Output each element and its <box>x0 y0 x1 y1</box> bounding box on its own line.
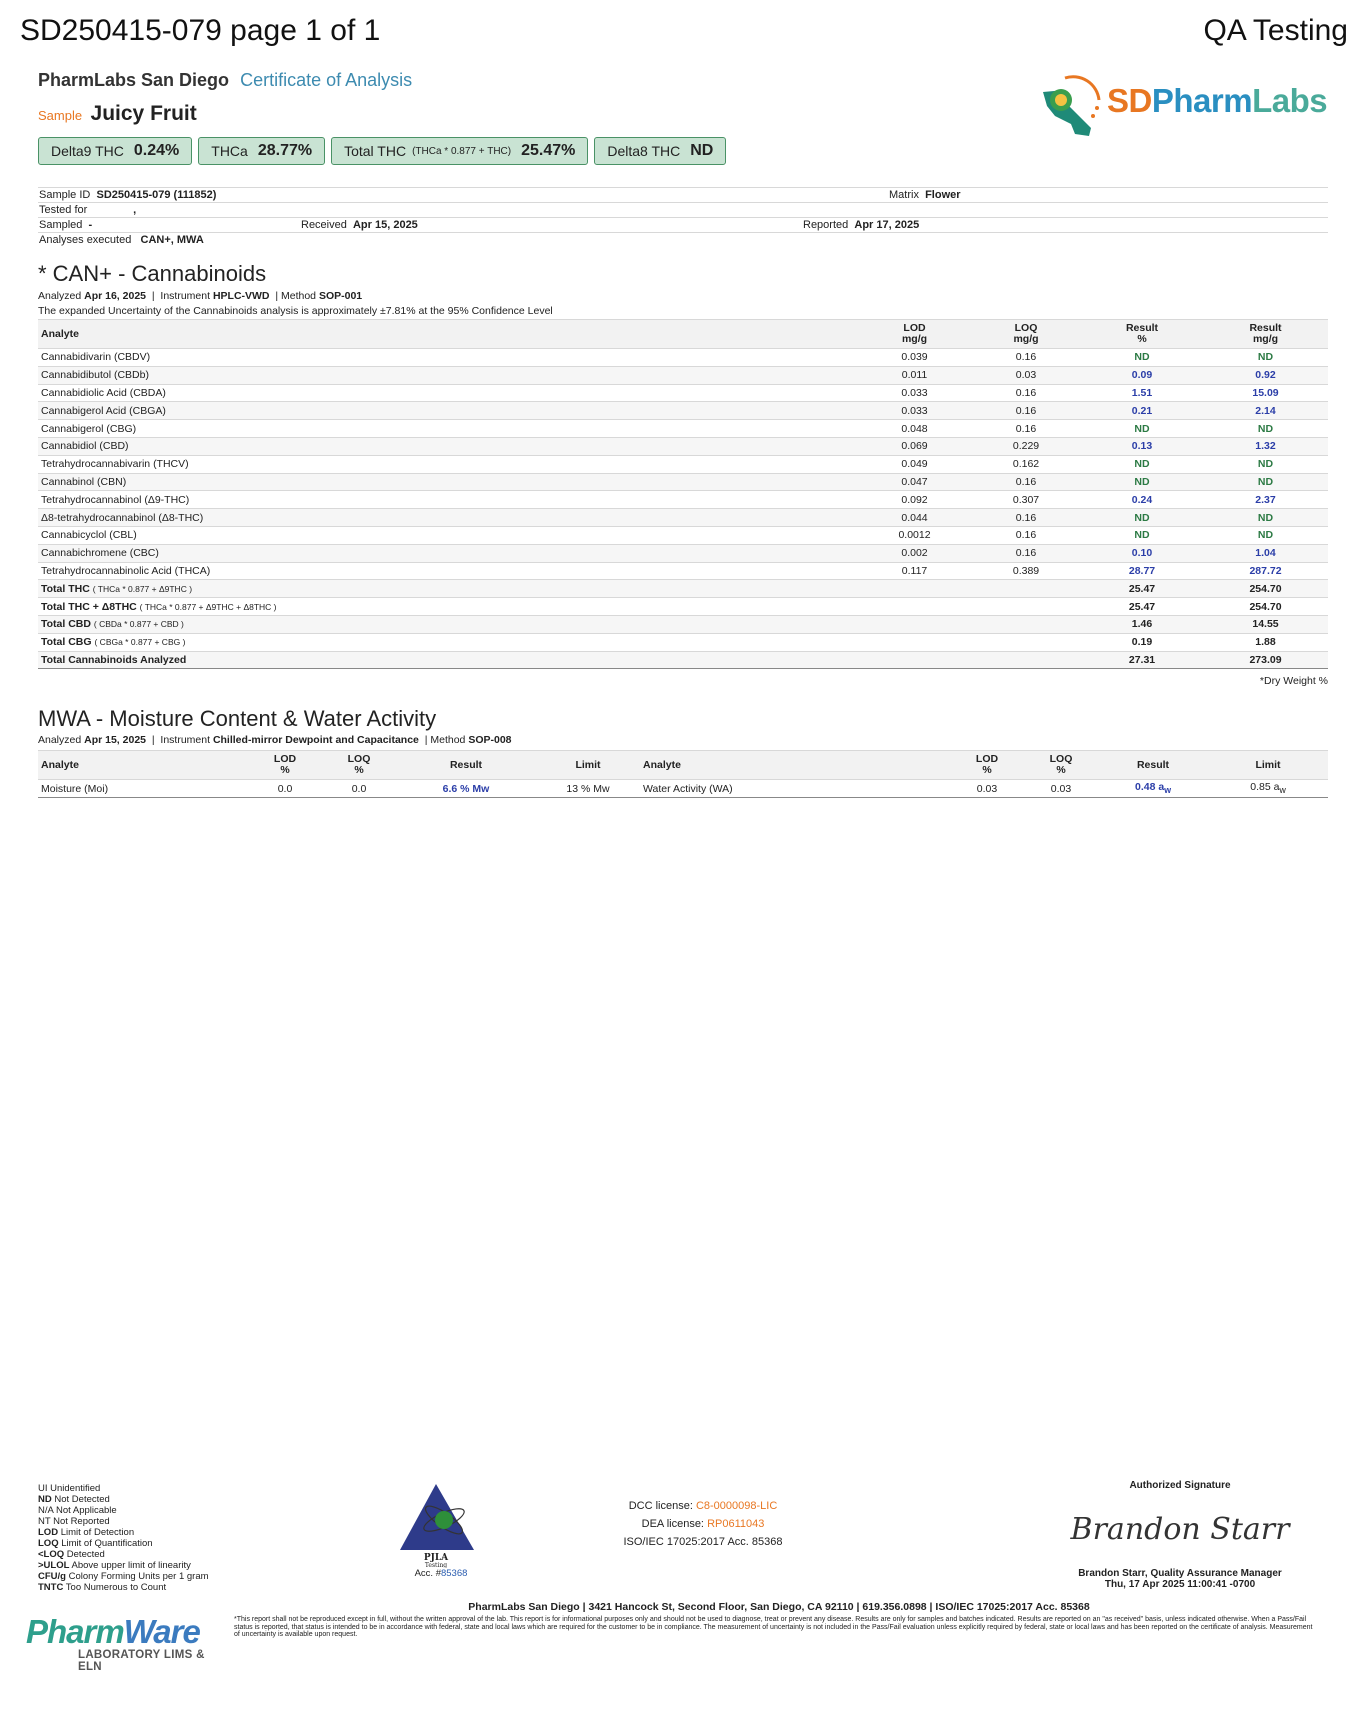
col-loq: LOQ mg/g <box>971 320 1081 349</box>
table-row: Moisture (Moi) 0.0 0.0 6.6 % Mw 13 % Mw Water Activity (WA) 0.03 0.03 0.48 $a_w$ 0.85 $a_w$ <box>38 780 1328 798</box>
total-row: Total CBG ( CBGa * 0.877 + CBG ) 0.19 1.88 <box>38 633 1328 651</box>
water-activity-result: 0.48 $a_w$ <box>1098 780 1208 798</box>
table-row: Cannabidibutol (CBDb) 0.011 0.03 0.09 0.92 <box>38 366 1328 384</box>
california-map-icon <box>1035 70 1107 142</box>
signature-date: Thu, 17 Apr 2025 11:00:41 -0700 <box>1104 1579 1256 1590</box>
svg-text:PJLA: PJLA <box>423 1553 449 1563</box>
report-page-label: SD250415-079 page 1 of 1 <box>20 14 381 47</box>
document-type: Certificate of Analysis <box>240 70 413 90</box>
reported-date: Apr 17, 2025 <box>854 219 920 231</box>
legend-item: ND Not Detected <box>38 1494 110 1505</box>
total-row: Total Cannabinoids Analyzed 27.31 273.09 <box>38 651 1328 669</box>
dcc-license: C8-0000098-LIC <box>695 1500 778 1512</box>
table-row: Tetrahydrocannabinolic Acid (THCA) 0.117 0.389 28.77 287.72 <box>38 562 1328 580</box>
sample-name: Juicy Fruit <box>90 102 197 125</box>
moisture-result: 6.6 % Mw <box>396 780 536 798</box>
mwa-header: Analyte LOD % LOQ % Result Limit Analyte LOD % LOQ % Result Limit <box>38 751 1328 780</box>
table-row: Cannabigerol Acid (CBGA) 0.033 0.16 0.21 2.14 <box>38 402 1328 420</box>
table-row: Δ8-tetrahydrocannabinol (Δ8-THC) 0.044 0.16 ND ND <box>38 509 1328 527</box>
legend-item: >ULOL Above upper limit of linearity <box>38 1560 191 1571</box>
table-row: Cannabinol (CBN) 0.047 0.16 ND ND <box>38 473 1328 491</box>
brand-line <box>38 70 412 91</box>
col-result-pct: Result % <box>1081 320 1203 349</box>
legend-item: LOQ Limit of Quantification <box>38 1538 153 1549</box>
badge-delta8-thc: Delta8 THC ND <box>594 137 726 165</box>
pharmware-logo: PharmWare LABORATORY LIMS & ELN <box>26 1613 205 1673</box>
table-row: Cannabidiolic Acid (CBDA) 0.033 0.16 1.51 15.09 <box>38 384 1328 402</box>
tested-for: , <box>133 204 137 216</box>
legend-item: LOD Limit of Detection <box>38 1527 135 1538</box>
lab-address: PharmLabs San Diego | 3421 Hancock St, Second Floor, San Diego, CA 92110 | 619.356.0898 | ISO/IEC 17025:2017 Acc. 85368 <box>468 1601 1090 1613</box>
authorized-signature: Authorized Signature Brandon Starr Brandon Starr, Quality Assurance Manager Thu, 17 Apr 2025 11:00:41 -0700 <box>1040 1480 1320 1590</box>
abbreviation-legend <box>38 1483 209 1593</box>
sample-info: Sample ID SD250415-079 (111852) Matrix Flower Tested for , Sampled - Received Apr 15, 2025 Reported Apr 17, 2025 Analyses executed CAN+, MWA <box>38 187 1328 247</box>
mwa-meta: Analyzed Apr 15, 2025 | Instrument Chilled-mirror Dewpoint and Capacitance | Method SOP-008 <box>38 734 512 746</box>
can-uncertainty: The expanded Uncertainty of the Cannabinoids analysis is approximately ±7.81% at the 95% Confidence Level <box>38 305 553 317</box>
legend-item: <LOQ Detected <box>38 1549 105 1560</box>
table-header <box>38 320 1328 349</box>
table-row: Cannabidiol (CBD) 0.069 0.229 0.13 1.32 <box>38 437 1328 455</box>
qa-testing-label: QA Testing <box>1203 14 1348 47</box>
legend-item: N/A Not Applicable <box>38 1505 117 1516</box>
received-date: Apr 15, 2025 <box>352 219 418 231</box>
svg-text:Testing: Testing <box>424 1562 448 1568</box>
sample-label: Sample <box>38 108 83 123</box>
page-header <box>0 14 1364 54</box>
can-section-title: * CAN+ - Cannabinoids <box>38 261 267 286</box>
sample-line <box>38 102 197 126</box>
licenses: DCC license: C8-0000098-LIC DEA license: RP0611043 ISO/IEC 17025:2017 Acc. 85368 <box>588 1497 818 1551</box>
dry-weight-note: *Dry Weight % <box>1259 675 1328 687</box>
can-meta: Analyzed Apr 16, 2025 | Instrument HPLC-VWD | Method SOP-001 <box>38 290 363 302</box>
pjla-accreditation <box>396 1480 486 1580</box>
logo-wordmark: SDPharmLabs <box>1107 82 1328 119</box>
sdpharmlabs-logo <box>1035 70 1330 142</box>
signer-name: Brandon Starr, Quality Assurance Manager <box>1078 1568 1282 1579</box>
moisture-table <box>38 750 1328 798</box>
table-row: Cannabichromene (CBC) 0.002 0.16 0.10 1.04 <box>38 544 1328 562</box>
disclaimer: *This report shall not be reproduced except in full, without the written approval of the lab. This report is for informational purposes only and should not be used to diagnose, treat or prevent any disease. Results are only for samples and batches indicated. Results are reported on an "as received" basis, unless indicated otherwise. When a Pass/Fail status is reported, that status is intended to be in accordance with federal, state and local laws which are required for the customer to be in compliance. The measurement of uncertainty is not included in the Pass/Fail evaluation unless explicitly required by federal, state or local laws and has been reported on the certificate of analysis. Measurement of uncertainty is available upon request. <box>234 1616 1313 1638</box>
total-row: Total THC + Δ8THC ( THCa * 0.877 + Δ9THC + Δ8THC ) 25.47 254.70 <box>38 598 1328 616</box>
badge-total-thc: Total THC (THCa * 0.877 + THC) 25.47% <box>331 137 588 165</box>
legend-item: TNTC Too Numerous to Count <box>38 1582 167 1593</box>
matrix: Flower <box>925 189 961 201</box>
cannabinoids-table <box>38 319 1328 669</box>
col-result-mg: Result mg/g <box>1203 320 1328 349</box>
lab-name: PharmLabs San Diego <box>38 70 230 90</box>
legend-item: CFU/g Colony Forming Units per 1 gram <box>38 1571 209 1582</box>
col-analyte: Analyte <box>38 320 858 349</box>
pjla-logo-icon <box>396 1480 486 1568</box>
table-row: Tetrahydrocannabivarin (THCV) 0.049 0.162 ND ND <box>38 455 1328 473</box>
col-lod: LOD mg/g <box>858 320 971 349</box>
pjla-acc-number: Acc. #85368 <box>414 1568 468 1579</box>
table-row: Cannabidivarin (CBDV) 0.039 0.16 ND ND <box>38 349 1328 367</box>
potency-badges <box>38 137 726 165</box>
legend-item: UI Unidentified <box>38 1483 101 1494</box>
total-row: Total CBD ( CBDa * 0.877 + CBD ) 1.46 14.55 <box>38 615 1328 633</box>
svg-text:Brandon Starr: Brandon Starr <box>1070 1512 1290 1547</box>
sample-id: SD250415-079 (111852) <box>96 189 217 201</box>
dea-license: RP0611043 <box>707 1518 765 1530</box>
total-row: Total THC ( THCa * 0.877 + Δ9THC ) 25.47 254.70 <box>38 580 1328 598</box>
sampled: - <box>88 219 93 231</box>
mwa-section-title: MWA - Moisture Content & Water Activity <box>38 706 437 731</box>
table-row: Cannabigerol (CBG) 0.048 0.16 ND ND <box>38 420 1328 438</box>
analyses-executed: CAN+, MWA <box>140 234 204 246</box>
handwritten-signature <box>1065 1497 1295 1559</box>
badge-delta9-thc: Delta9 THC 0.24% <box>38 137 192 165</box>
legend-item: NT Not Reported <box>38 1516 110 1527</box>
iso-accreditation: ISO/IEC 17025:2017 Acc. 85368 <box>623 1536 783 1548</box>
badge-thca: THCa 28.77% <box>198 137 325 165</box>
table-row: Cannabicyclol (CBL) 0.0012 0.16 ND ND <box>38 526 1328 544</box>
table-row: Tetrahydrocannabinol (Δ9-THC) 0.092 0.307 0.24 2.37 <box>38 491 1328 509</box>
